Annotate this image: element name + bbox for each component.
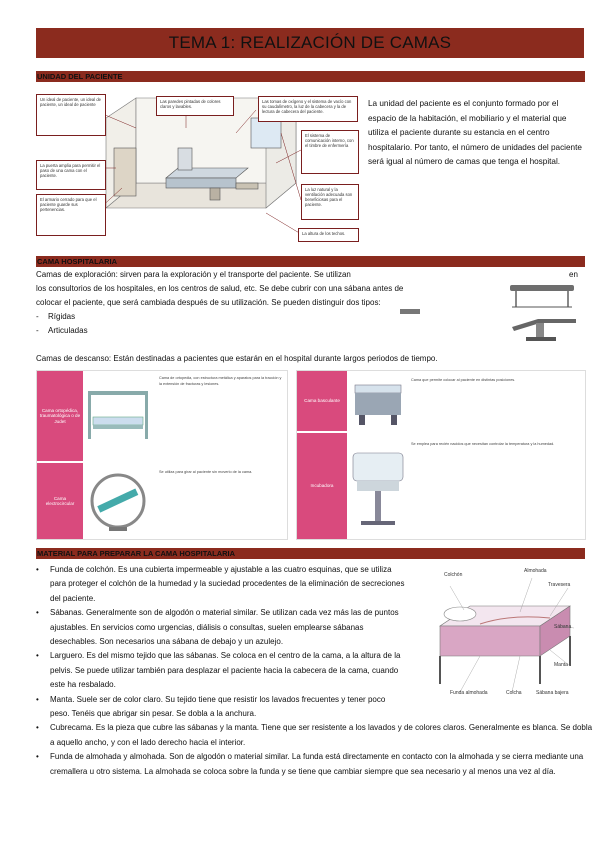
material-item-text: Funda de almohada y almohada. Son de algodón o material similar. La funda está directamente en contacto con la almohada y se cierra mediante una cremallera u otro sistema. La almohada se coloca sobre la funda y se tiene que cambiar siempre que sea necesario y al menos una vez al día. [50, 752, 584, 776]
bed-label: Funda almohada [450, 690, 488, 696]
section-header-unidad: UNIDAD DEL PACIENTE [36, 71, 585, 82]
bullet-icon: - [36, 326, 39, 335]
type-label: Articuladas [48, 326, 88, 335]
page-title: TEMA 1: REALIZACIÓN DE CAMAS [36, 28, 584, 58]
camas-line1: Camas de exploración: sirven para la exploración y el transporte del paciente. Se utilizan [36, 270, 351, 279]
panel-left [36, 370, 288, 540]
material-item-text: Funda de colchón. Es una cubierta impermeable y ajustable a las cuatro esquinas, que se utiliza para proteger el colchón de la humedad y la suciedad procedentes de la eliminación de secreciones del paciente. [50, 565, 405, 603]
room-callout: La luz natural y la ventilación adecuada son beneficiosas para el paciente. [301, 184, 359, 220]
panel-text: Se utiliza para girar al paciente sin moverlo de la cama. [159, 470, 253, 474]
bullet-icon: • [36, 752, 39, 762]
material-item-text: Manta. Suele ser de color claro. Su tejido tiene que resistir los lavados frecuentes y tener poco peso. Tenéis que abrigar sin pesar. Se dobla a la anchura. [50, 694, 386, 719]
room-callout: El armario cerrado para que el paciente guarde sus pertenencias. [36, 194, 106, 236]
bed-label: Almohada [524, 568, 547, 574]
camas-exploracion-text [36, 268, 578, 338]
list-item [36, 721, 598, 750]
panel-label: Cama basculante [297, 371, 347, 431]
orthopedic-bed-image [83, 381, 153, 451]
camas-line1-end: en [569, 270, 578, 279]
panel-right [296, 370, 586, 540]
bed-label: Colchón [444, 572, 463, 578]
bullet-icon: • [36, 565, 39, 574]
panel-text: Cama de ortopedia, con estructura metálica y aparatos para la tracción y la extensión de fracturas y lesiones. [159, 376, 282, 386]
bullet-icon: • [36, 608, 39, 618]
room-callout: Las paredes pintadas de colores claros y lavables. [156, 96, 234, 116]
list-item [36, 649, 406, 692]
patient-room-illustration [36, 88, 356, 246]
bed-label: Colcha [506, 690, 522, 696]
section-header-cama: CAMA HOSPITALARIA [36, 256, 585, 267]
panel-text: Se emplea para recién nacidos que necesitan controlar la temperatura y la humedad. [411, 442, 555, 446]
list-item [36, 310, 406, 324]
room-callout: La puerta amplia para permitir el paso de una cama con el paciente. [36, 160, 106, 190]
panel-label: Cama electrocircular [37, 463, 83, 539]
material-item-text: Larguero. Es del mismo tejido que las sábanas. Se coloca en el centro de la cama, a la altura de la pelvis. Se puede utilizar también para desplazar el paciente hacia la cabecera de la cama, cuando este ha resbalado. [50, 651, 401, 690]
bullet-icon: • [36, 651, 39, 661]
camas-line2: los consultorios de los hospitales, en los centros de salud, etc. Se debe cubrir con una sábana antes de colocar el paciente, que será cambiada después de su utilización. Se pueden distinguir dos tipos: [36, 284, 404, 307]
room-callout: Un ideal de paciente, un ideal de paciente, un ideal de paciente [36, 94, 106, 136]
beds-drawing [400, 279, 584, 345]
bed-label: Sábana bajera [536, 690, 569, 696]
list-item [36, 563, 406, 606]
room-callout: La altura de los techos. [298, 228, 359, 242]
bed-label: Manta [554, 662, 568, 668]
exploration-beds-illustration [400, 279, 584, 345]
bullet-icon: • [36, 723, 39, 733]
bed-label: Travesera [548, 582, 571, 588]
intro-paragraph: La unidad del paciente es el conjunto formado por el espacio de la habitación, el mobiliario y el material que utiliza el paciente durante su estancia en el centro hospitalario. Por tanto, el número de unidades del paciente será igual al número de camas que tenga el hospital. [368, 99, 582, 166]
camas-descanso-text: Camas de descanso: Están destinadas a pacientes que estarán en el hospital durante largos periodos de tiempo. [36, 354, 438, 363]
list-item [36, 324, 406, 338]
bullet-icon: - [36, 312, 39, 321]
list-item [36, 606, 406, 649]
bed-layers-illustration [420, 566, 582, 700]
list-item [36, 750, 598, 779]
section-header-material: MATERIAL PARA PREPARAR LA CAMA HOSPITALARIA [36, 548, 585, 559]
panel-label: Cama ortopédica, traumatológica o de Judet [37, 371, 83, 461]
panel-text: Cama que permite colocar al paciente en distintas posiciones. [411, 378, 516, 382]
tilting-bed-image [349, 375, 407, 431]
incubator-image [349, 445, 407, 531]
circular-bed-image [83, 471, 153, 535]
panel-label: Incubadora [297, 433, 347, 539]
bed-label: Sábana [554, 624, 572, 630]
list-item [36, 693, 406, 722]
material-item-text: Sábanas. Generalmente son de algodón o material similar. Se utilizan cada vez más las de puntos ajustables. En servicios como urgencias, diálisis o consultas, suelen emplearse sábanas desechables. Son necesarios una sábana de debajo y un azulejo. [50, 608, 399, 647]
room-callout: El sistema de comunicación interno, con el timbre de enfermería [301, 130, 359, 174]
material-item-text: Cubrecama. Es la pieza que cubre las sábanas y la manta. Tiene que ser resistente a los lavados y de colores claros. Generalmente es blanca. Se dobla a aquello ancho, y con el lado derecho hacia el interior. [50, 723, 593, 747]
type-label: Rígidas [48, 312, 76, 321]
bullet-icon: • [36, 694, 39, 704]
room-callout: Las tomas de oxígeno y el sistema de vacío con su caudalímetro, la luz de la cabecera y la de lectura de cabecera del paciente. [258, 96, 358, 122]
